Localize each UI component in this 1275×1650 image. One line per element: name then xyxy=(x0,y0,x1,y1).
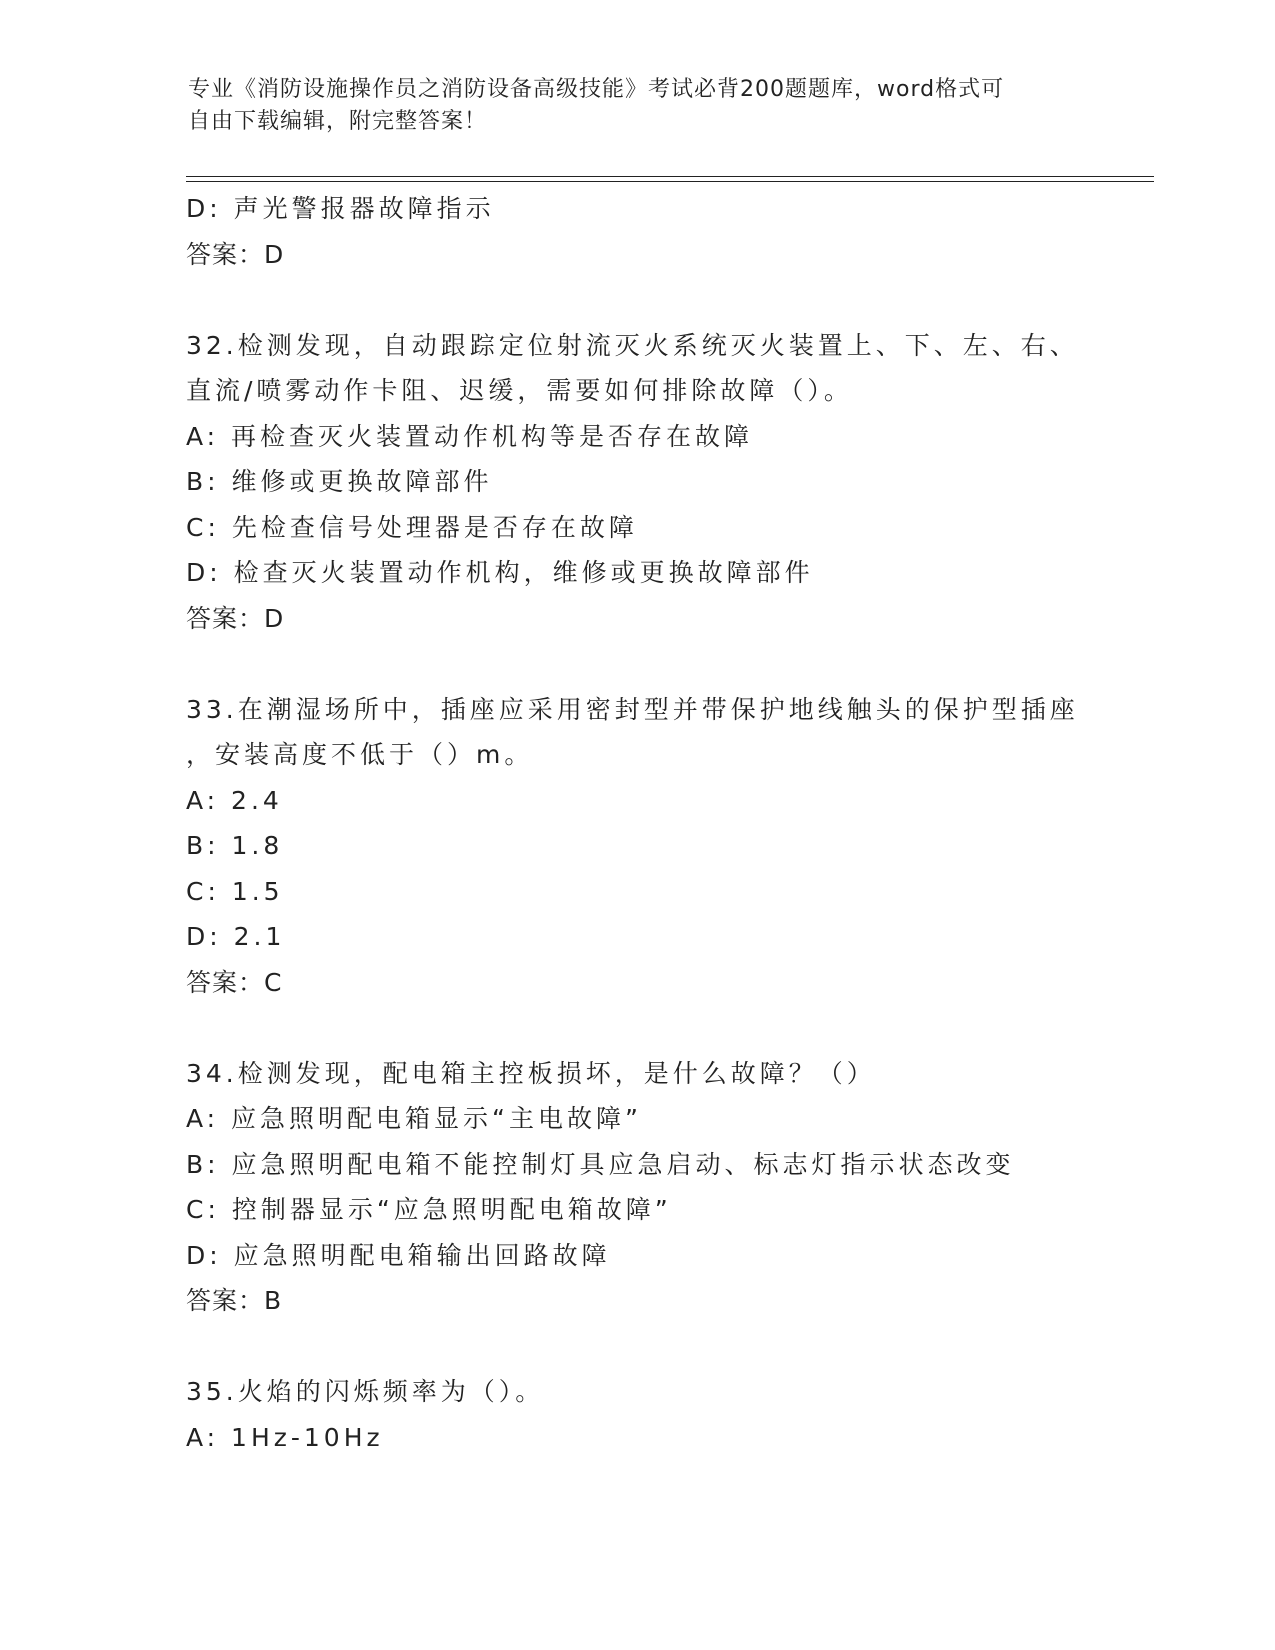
text-line: D: 检查灭火装置动作机构，维修或更换故障部件 xyxy=(186,558,814,587)
answer-line: 答案：C xyxy=(186,967,283,997)
block-spacer xyxy=(186,1324,1086,1370)
text-line: ，安装高度不低于（）m。 xyxy=(186,740,534,769)
text-line: A: 再检查灭火装置动作机构等是否存在故障 xyxy=(186,421,754,451)
text-line: D: 2.1 xyxy=(186,922,286,951)
header-line-1: 专业《消防设施操作员之消防设备高级技能》考试必背200题题库，word格式可 xyxy=(188,77,1005,102)
block-spacer xyxy=(186,641,1086,687)
text-line: 34.检测发现，配电箱主控板损坏，是什么故障？（） xyxy=(186,1058,876,1088)
text-line: B: 1.8 xyxy=(186,831,284,860)
text-line: 直流/喷雾动作卡阻、迟缓，需要如何排除故障（）。 xyxy=(186,376,853,405)
document-header xyxy=(188,74,1088,138)
text-line: A: 1Hz-10Hz xyxy=(186,1422,384,1452)
text-line: 35.火焰的闪烁频率为（）。 xyxy=(186,1377,545,1406)
header-rule-bottom xyxy=(186,181,1154,182)
text-line: B: 维修或更换故障部件 xyxy=(186,467,493,496)
text-line: D: 声光警报器故障指示 xyxy=(186,194,495,223)
text-line: A: 2.4 xyxy=(186,785,283,815)
text-line: C: 先检查信号处理器是否存在故障 xyxy=(186,512,638,542)
text-line: D: 应急照明配电箱输出回路故障 xyxy=(186,1240,611,1270)
text-line: C: 1.5 xyxy=(186,876,284,906)
question-list xyxy=(186,186,1086,1460)
text-line: 32.检测发现，自动跟踪定位射流灭火系统灭火装置上、下、左、右、 xyxy=(186,330,1079,360)
text-line: C: 控制器显示“应急照明配电箱故障” xyxy=(186,1195,672,1224)
answer-line: 答案：D xyxy=(186,603,285,633)
text-line: 33.在潮湿场所中，插座应采用密封型并带保护地线触头的保护型插座 xyxy=(186,694,1079,724)
header-line-2: 自由下载编辑，附完整答案！ xyxy=(188,109,488,134)
text-line: A: 应急照明配电箱显示“主电故障” xyxy=(186,1104,642,1133)
answer-line: 答案：D xyxy=(186,239,285,269)
block-spacer xyxy=(186,1005,1086,1051)
answer-line: 答案：B xyxy=(186,1286,283,1315)
header-rule-top xyxy=(186,176,1154,177)
block-spacer xyxy=(186,277,1086,323)
text-line: B: 应急照明配电箱不能控制灯具应急启动、标志灯指示状态改变 xyxy=(186,1149,1015,1179)
